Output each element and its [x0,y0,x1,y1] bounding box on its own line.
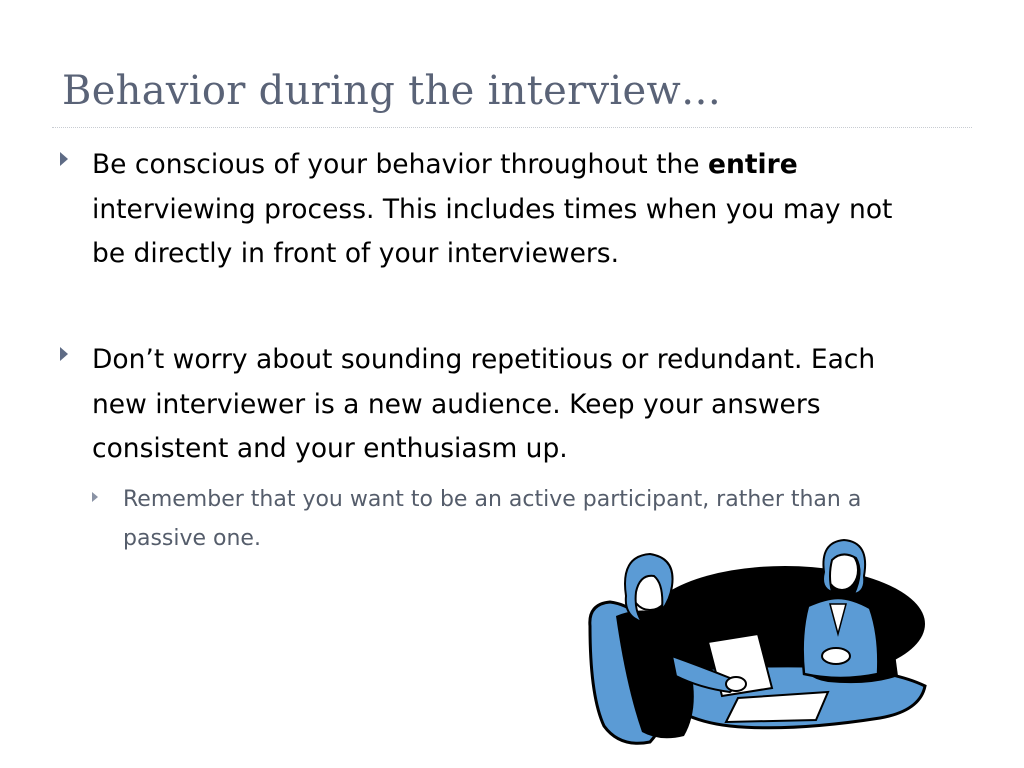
bullet-text-1-start: Be conscious of your behavior throughout the [92,149,709,180]
bullet-arrow-icon [60,347,68,361]
bullet-arrow-icon [60,152,68,166]
title-divider [52,127,972,128]
bullet-item-1 [60,143,930,277]
bullet-text-1-bold: entire [708,149,798,180]
slide-title: Behavior during the interview… [62,68,722,114]
bullet-text-1-end: interviewing process. This includes times when you may not be directly in front of your interviewers. [92,193,893,269]
sub-bullet-text: Remember that you want to be an active participant, rather than a passive one. [123,487,862,551]
right-person-hands [822,648,850,664]
bullet-text-2: Don’t worry about sounding repetitious or redundant. Each new interviewer is a new audience. Keep your answers consistent and your enthusiasm up. [92,344,876,464]
interview-clipart-icon [580,536,930,750]
sub-bullet-arrow-icon [92,492,98,502]
bullet-text-1 [92,143,930,277]
left-person-hand [726,677,746,691]
bullet-item-2 [60,338,930,472]
